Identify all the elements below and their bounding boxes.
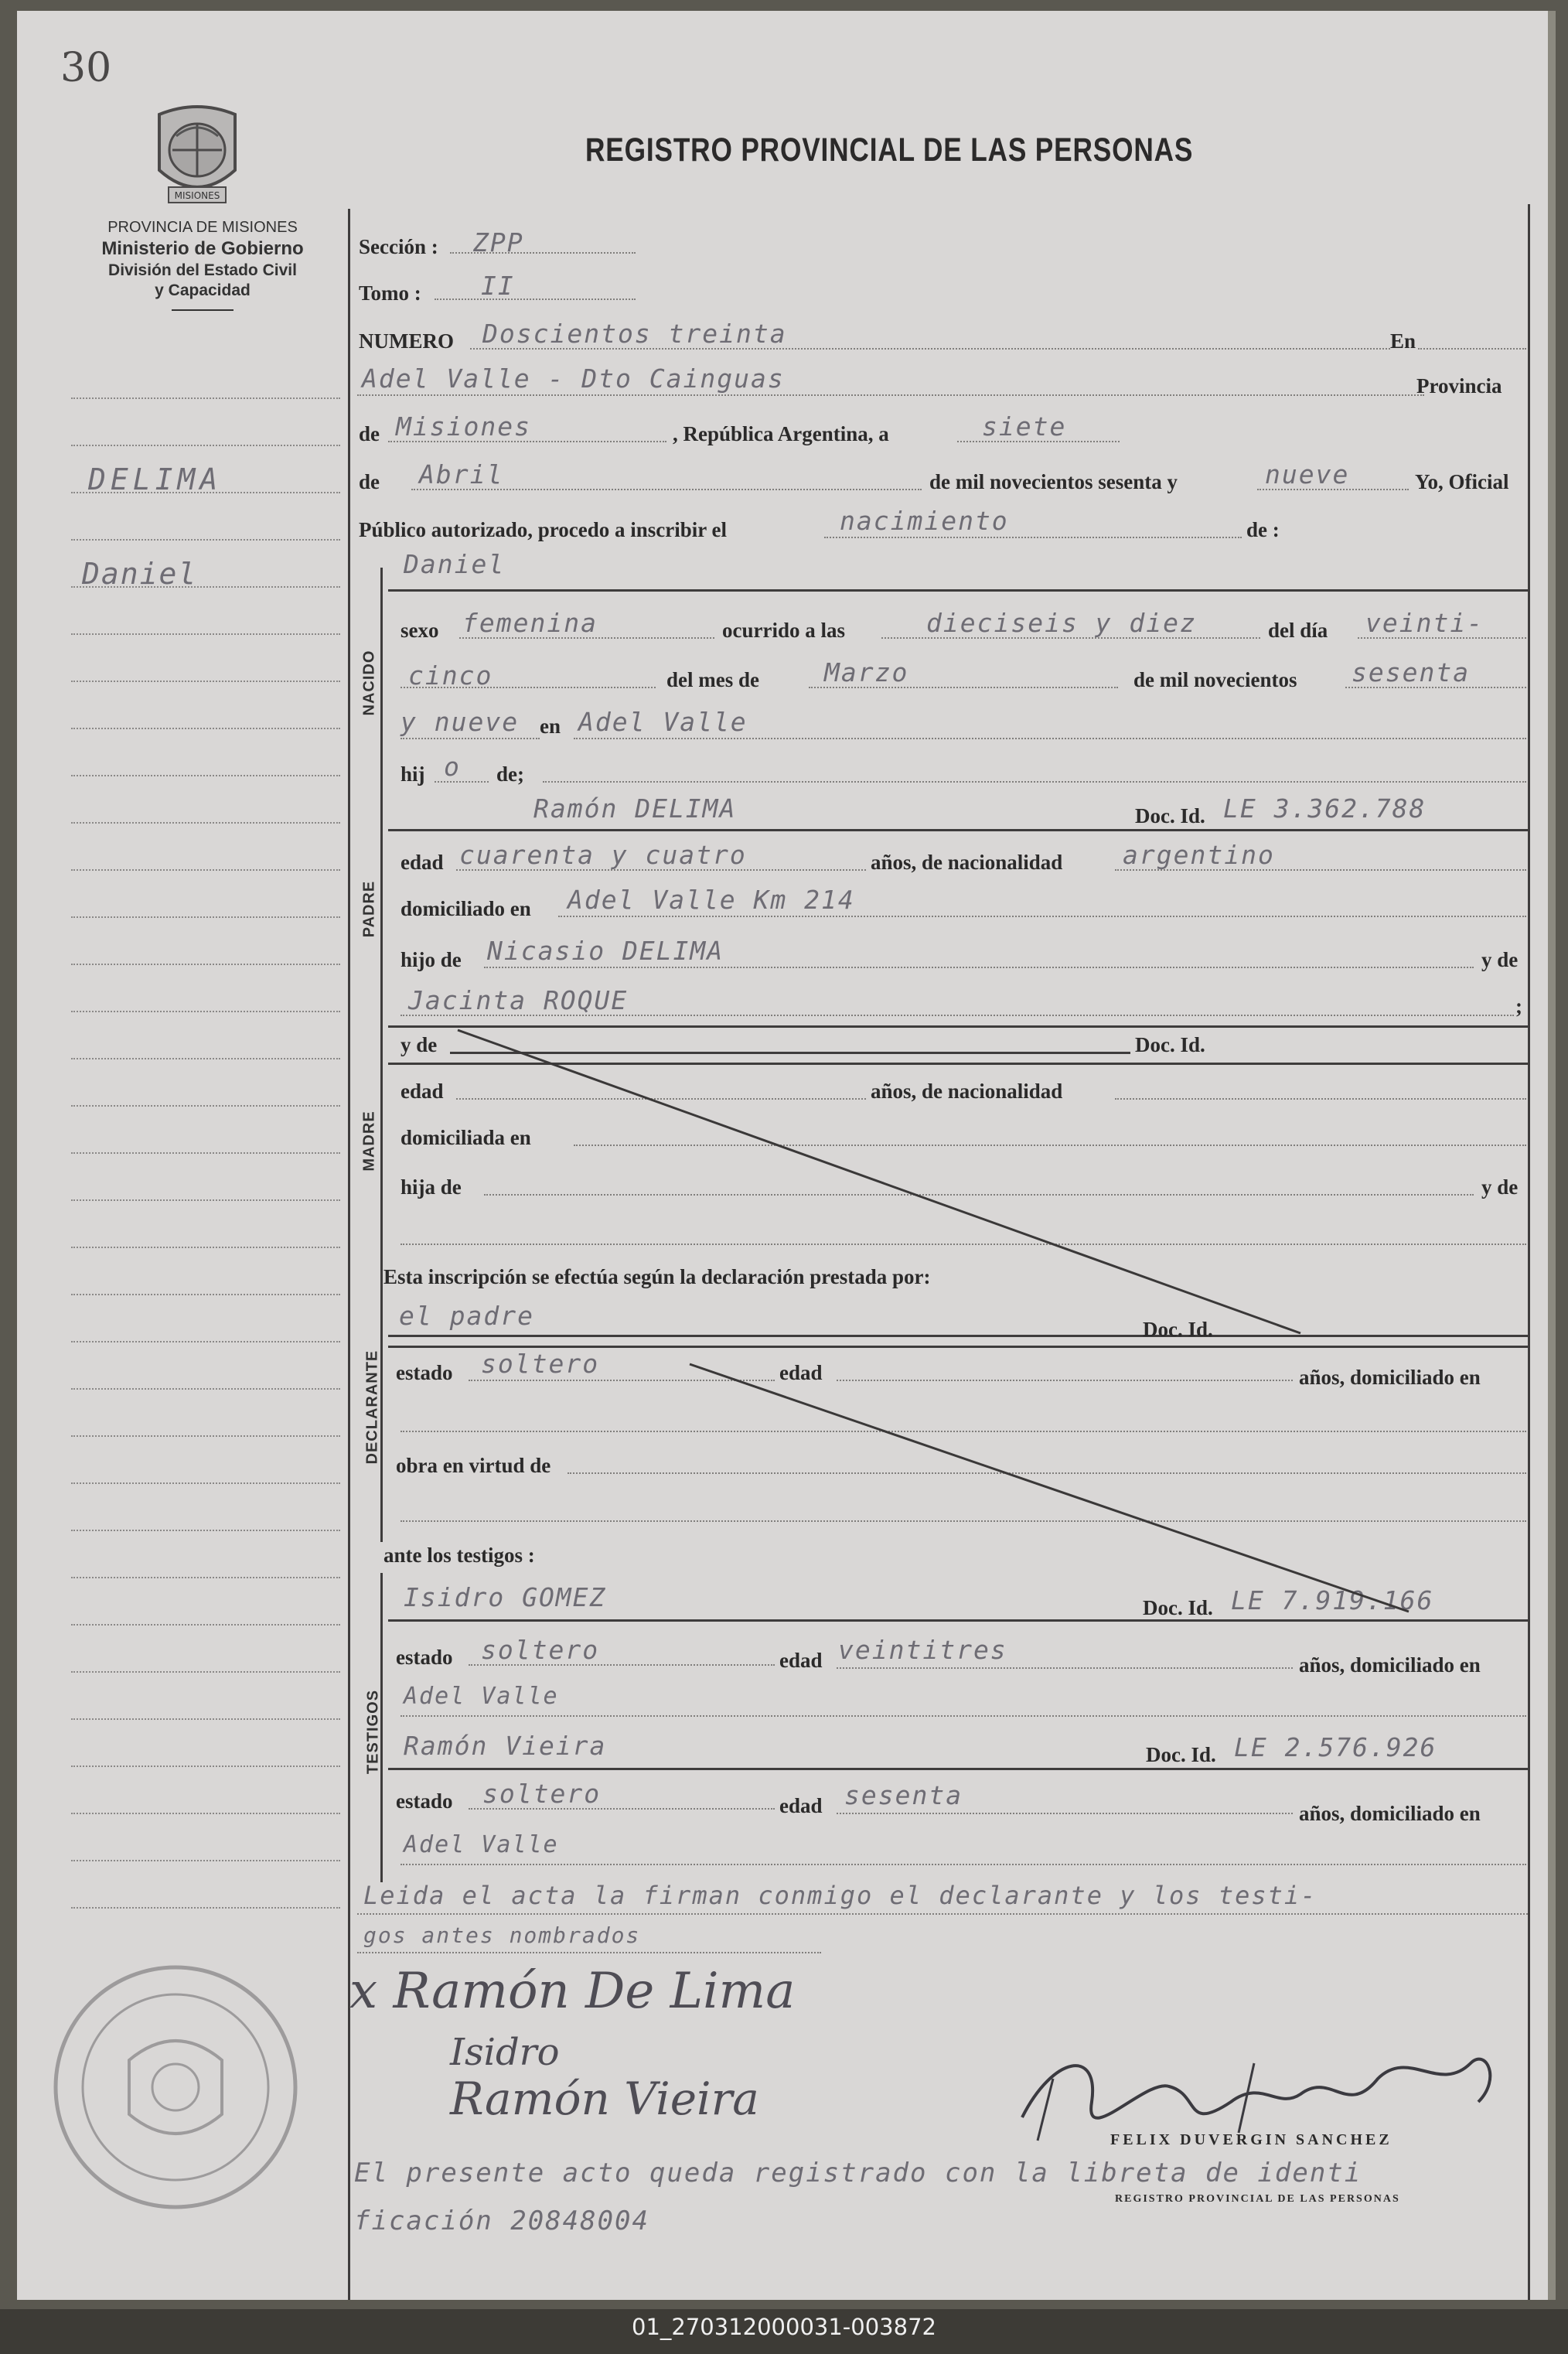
testigo2-dom: Adel Valle bbox=[404, 1831, 559, 1858]
declarante-doc-label: Doc. Id. bbox=[1143, 1318, 1213, 1341]
testigo1-doc: LE 7.919.166 bbox=[1231, 1585, 1434, 1615]
dia-value: siete bbox=[982, 411, 1067, 442]
nacido-section-label: NACIDO bbox=[360, 650, 378, 716]
testigo2-edad-label: edad bbox=[779, 1794, 823, 1817]
seal-label: MISIONES bbox=[174, 190, 220, 201]
testigo1-dom-label: años, domiciliado en bbox=[1299, 1653, 1481, 1677]
anio-value: nueve bbox=[1265, 459, 1350, 490]
margin-surname: DELIMA bbox=[88, 462, 223, 496]
note-line-2: ficación 20848004 bbox=[354, 2206, 649, 2236]
closing-underline-1 bbox=[357, 1913, 1528, 1915]
mes-nac-label: del mes de bbox=[666, 668, 759, 691]
publico-label: Público autorizado, procedo a inscribir el bbox=[359, 518, 727, 541]
nacido-anio: sesenta bbox=[1352, 657, 1471, 687]
acto-value: nacimiento bbox=[840, 506, 1009, 536]
hora-value: dieciseis y diez bbox=[926, 608, 1197, 638]
declarante-estado: soltero bbox=[481, 1349, 600, 1379]
testigo2-estado: soltero bbox=[482, 1779, 602, 1809]
closing-line-2: gos antes nombrados bbox=[363, 1922, 641, 1948]
official-name: FELIX DUVERGIN SANCHEZ bbox=[1110, 2131, 1392, 2148]
image-caption-bar bbox=[0, 2309, 1568, 2354]
sexo-value: femenina bbox=[462, 608, 598, 638]
institution-capacity: y Capacidad bbox=[155, 281, 251, 300]
madre-yde2-label: y de bbox=[1481, 1175, 1519, 1199]
anio-nac-label: de mil novecientos bbox=[1133, 668, 1297, 691]
declarante-intro: Esta inscripción se efectúa según la declaración prestada por: bbox=[383, 1265, 931, 1288]
madre-hija-label: hija de bbox=[401, 1175, 462, 1199]
signature-father: x Ramón De Lima bbox=[349, 1963, 796, 2020]
padre-hijo-label: hijo de bbox=[401, 948, 462, 971]
declarante-obra-label: obra en virtud de bbox=[396, 1454, 551, 1477]
padre-dom: Adel Valle Km 214 bbox=[568, 885, 855, 915]
padre-nac-label: años, de nacionalidad bbox=[871, 851, 1063, 874]
de2-label: de bbox=[359, 470, 380, 493]
provincia-value: Misiones bbox=[396, 411, 531, 442]
closing-underline-2 bbox=[357, 1952, 821, 1953]
page-number: 30 bbox=[60, 45, 112, 91]
de-label: de bbox=[359, 422, 380, 445]
signature-witness-1: Isidro bbox=[450, 2031, 560, 2074]
nacido-nombre: Daniel bbox=[404, 549, 506, 579]
signature-witness-2: Ramón Vieira bbox=[450, 2073, 759, 2125]
cancel-line-declarante bbox=[690, 1364, 1409, 1612]
nacido-mes: Marzo bbox=[824, 657, 909, 687]
nacido-lugar: Adel Valle bbox=[578, 707, 748, 737]
testigo1-nombre: Isidro GOMEZ bbox=[404, 1582, 607, 1612]
padre-section-label: PADRE bbox=[360, 880, 378, 938]
testigo1-estado-label: estado bbox=[396, 1646, 453, 1669]
oficial-label: Yo, Oficial bbox=[1415, 470, 1509, 493]
declarante-estado-label: estado bbox=[396, 1361, 453, 1384]
seccion-value: ZPP bbox=[473, 227, 524, 258]
padre-doc-label: Doc. Id. bbox=[1135, 804, 1205, 827]
testigo1-edad-label: edad bbox=[779, 1649, 823, 1672]
institution-ministry: Ministerio de Gobierno bbox=[101, 238, 304, 259]
padre-edad-label: edad bbox=[401, 851, 444, 874]
padre-nombre: Ramón DELIMA bbox=[533, 793, 737, 824]
margin-given-name: Daniel bbox=[82, 557, 198, 591]
document-title: REGISTRO PROVINCIAL DE LAS PERSONAS bbox=[585, 131, 1194, 169]
nacido-anio-cont: y nueve bbox=[401, 707, 520, 737]
testigo2-dom-label: años, domiciliado en bbox=[1299, 1802, 1481, 1825]
institution-province: PROVINCIA DE MISIONES bbox=[107, 219, 298, 236]
testigos-intro: ante los testigos : bbox=[383, 1544, 535, 1567]
image-caption: 01_270312000031-003872 bbox=[632, 2314, 936, 2340]
republica-label: , República Argentina, a bbox=[673, 422, 889, 445]
testigo1-doc-label: Doc. Id. bbox=[1143, 1596, 1213, 1619]
declarante-dom-label: años, domiciliado en bbox=[1299, 1366, 1481, 1389]
declarante-edad-label: edad bbox=[779, 1361, 823, 1384]
sexo-label: sexo bbox=[401, 619, 439, 642]
padre-hijo: Nicasio DELIMA bbox=[487, 936, 724, 966]
madre-doc-label: Doc. Id. bbox=[1135, 1033, 1205, 1056]
cancel-line-madre bbox=[458, 1030, 1300, 1333]
madre-yde-label: y de bbox=[401, 1033, 438, 1056]
del-dia-label: del día bbox=[1268, 619, 1328, 642]
numero-value: Doscientos treinta bbox=[482, 319, 787, 349]
madre-nac-label: años, de nacionalidad bbox=[871, 1080, 1063, 1103]
place-value: Adel Valle - Dto Cainguas bbox=[362, 363, 785, 394]
testigo1-edad: veintitres bbox=[838, 1635, 1007, 1665]
tomo-value: II bbox=[481, 271, 515, 301]
madre-section-label: MADRE bbox=[360, 1110, 378, 1172]
padre-edad: cuarenta y cuatro bbox=[459, 840, 747, 870]
testigo2-edad: sesenta bbox=[844, 1780, 963, 1810]
testigo1-estado: soltero bbox=[481, 1635, 600, 1665]
testigo2-nombre: Ramón Vieira bbox=[404, 1731, 607, 1761]
institution-division: División del Estado Civil bbox=[108, 261, 297, 279]
declarante-section-label: DECLARANTE bbox=[363, 1349, 381, 1465]
hij-de-label: de; bbox=[496, 762, 524, 786]
testigo2-doc-label: Doc. Id. bbox=[1146, 1743, 1216, 1766]
register-page bbox=[17, 11, 1556, 2300]
nacido-dia: veinti- bbox=[1365, 608, 1484, 638]
closing-line-1: Leida el acta la firman conmigo el declarante y los testi- bbox=[363, 1881, 1317, 1910]
padre-semicolon: ; bbox=[1515, 994, 1522, 1018]
padre-doc: LE 3.362.788 bbox=[1223, 793, 1427, 824]
official-subtitle: REGISTRO PROVINCIAL DE LAS PERSONAS bbox=[1115, 2193, 1400, 2205]
padre-dom-label: domiciliado en bbox=[401, 897, 531, 920]
round-official-stamp bbox=[48, 1960, 303, 2215]
tomo-label: Tomo : bbox=[359, 281, 421, 305]
testigo2-estado-label: estado bbox=[396, 1789, 453, 1813]
seccion-label: Sección : bbox=[359, 235, 438, 258]
padre-yde-label: y de bbox=[1481, 948, 1519, 971]
anio-label: de mil novecientos sesenta y bbox=[929, 470, 1178, 493]
declarante-nombre: el padre bbox=[399, 1301, 534, 1331]
nacido-dia-cont: cinco bbox=[408, 660, 493, 691]
hij-label: hij bbox=[401, 762, 425, 786]
testigo1-dom: Adel Valle bbox=[404, 1683, 559, 1710]
numero-label: NUMERO bbox=[359, 329, 454, 353]
de3-label: de : bbox=[1246, 518, 1280, 541]
mes-value: Abril bbox=[419, 459, 504, 490]
en-nac-label: en bbox=[540, 715, 561, 738]
madre-edad-label: edad bbox=[401, 1080, 444, 1103]
hij-value: o bbox=[444, 752, 461, 782]
cancellation-lines bbox=[17, 11, 1548, 2300]
ocurrido-label: ocurrido a las bbox=[722, 619, 845, 642]
testigos-section-label: TESTIGOS bbox=[364, 1689, 382, 1775]
en-label: En bbox=[1390, 329, 1416, 353]
madre-dom-label: domiciliada en bbox=[401, 1126, 531, 1149]
padre-madre: Jacinta ROQUE bbox=[408, 985, 629, 1015]
provincia-label: Provincia bbox=[1416, 374, 1502, 397]
note-line-1: El presente acto queda registrado con la libreta de identi bbox=[354, 2158, 1362, 2189]
padre-nac: argentino bbox=[1123, 840, 1275, 870]
testigo2-doc: LE 2.576.926 bbox=[1234, 1732, 1437, 1762]
